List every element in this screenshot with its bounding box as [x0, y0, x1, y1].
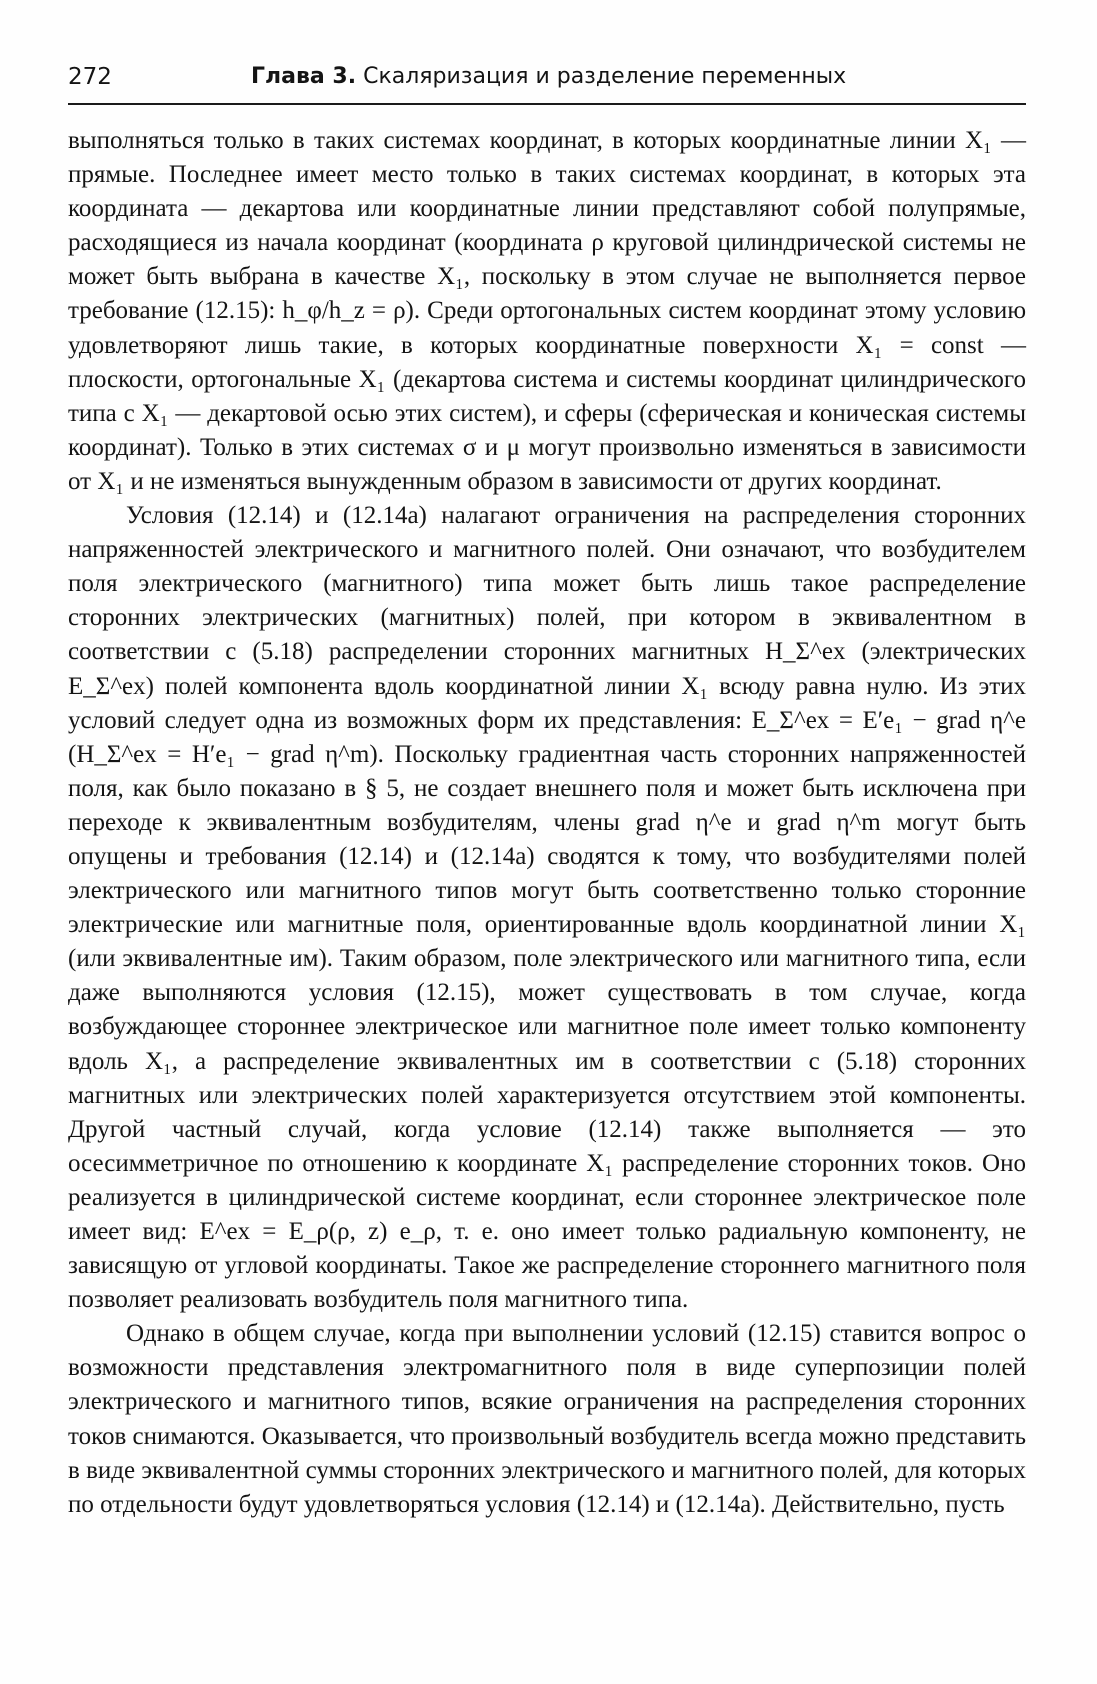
page-header	[68, 62, 1026, 98]
page-number: 272	[68, 64, 112, 90]
body-text	[68, 124, 1026, 1522]
paragraph-1: выполняться только в таких системах координат, в которых координатные линии X₁ — прямые. Последнее имеет место только в таких системах координат, в которых эта координата — декартова или координатные линии представляют собой полупрямые, расходящиеся из начала координат (координата ρ круговой цилиндрической системы не может быть выбрана в качестве X₁, поскольку в этом случае не выполняется первое требование (12.15): h_φ/h_z = ρ). Среди ортогональных систем координат этому условию удовлетворяют лишь такие, в которых координатные поверхности X₁ = const — плоскости, ортогональные X₁ (декартова система и системы координат цилиндрического типа с X₁ — декартовой осью этих систем), и сферы (сферическая и коническая системы координат). Только в этих системах σ и μ могут произвольно изменяться в зависимости от X₁ и не изменяться вынужденным образом в зависимости от других координат.	[68, 127, 1026, 495]
paragraph-3: Однако в общем случае, когда при выполнении условий (12.15) ставится вопрос о возможности представления электромагнитного поля в виде суперпозиции полей электрического и магнитного типов, всякие ограничения на распределения сторонних токов снимаются. Оказывается, что произвольный возбудитель всегда можно представить в виде эквивалентной суммы сторонних электрического и магнитного полей, для которых по отдельности будут удовлетворяться условия (12.14) и (12.14а). Действительно, пусть	[68, 1320, 1026, 1518]
running-head	[251, 64, 846, 89]
paragraph-2: Условия (12.14) и (12.14а) налагают ограничения на распределения сторонних напряженностей электрического и магнитного полей. Они означают, что возбудителем поля электрического (магнитного) типа может быть лишь такое распределение сторонних электрических (магнитных) полей, при котором в эквивалентном в соответствии с (5.18) распределении сторонних магнитных H_Σ^ex (электрических E_Σ^ex) полей компонента вдоль координатной линии X₁ всюду равна нулю. Из этих условий следует одна из возможных форм их представления: E_Σ^ex = E′e₁ − grad η^e (H_Σ^ex = H′e₁ − grad η^m). Поскольку градиентная часть сторонних напряженностей поля, как было показано в § 5, не создает внешнего поля и может быть исключена при переходе к эквивалентным возбудителям, члены grad η^e и grad η^m могут быть опущены и требования (12.14) и (12.14а) сводятся к тому, что возбудителями полей электрического или магнитного типов могут быть соответственно только сторонние электрические или магнитные поля, ориентированные вдоль координатной линии X₁ (или эквивалентные им). Таким образом, поле электрического или магнитного типа, если даже выполняются условия (12.15), может существовать в том случае, когда возбуждающее стороннее электрическое или магнитное поле имеет только компоненту вдоль X₁, а распределение эквивалентных им в соответствии с (5.18) сторонних магнитных или электрических полей характеризуется отсутствием этой компоненты. Другой частный случай, когда условие (12.14) также выполняется — это осесимметричное по отношению к координате X₁ распределение сторонних токов. Оно реализуется в цилиндрической системе координат, если стороннее электрическое поле имеет вид: E^ex = E_ρ(ρ, z) e_ρ, т. е. оно имеет только радиальную компоненту, не зависящую от угловой координаты. Такое же распределение стороннего магнитного поля позволяет реализовать возбудитель поля магнитного типа.	[68, 502, 1027, 1314]
header-rule	[68, 103, 1026, 105]
chapter-title: Скаляризация и разделение переменных	[363, 64, 847, 89]
chapter-label: Глава 3.	[251, 64, 357, 89]
